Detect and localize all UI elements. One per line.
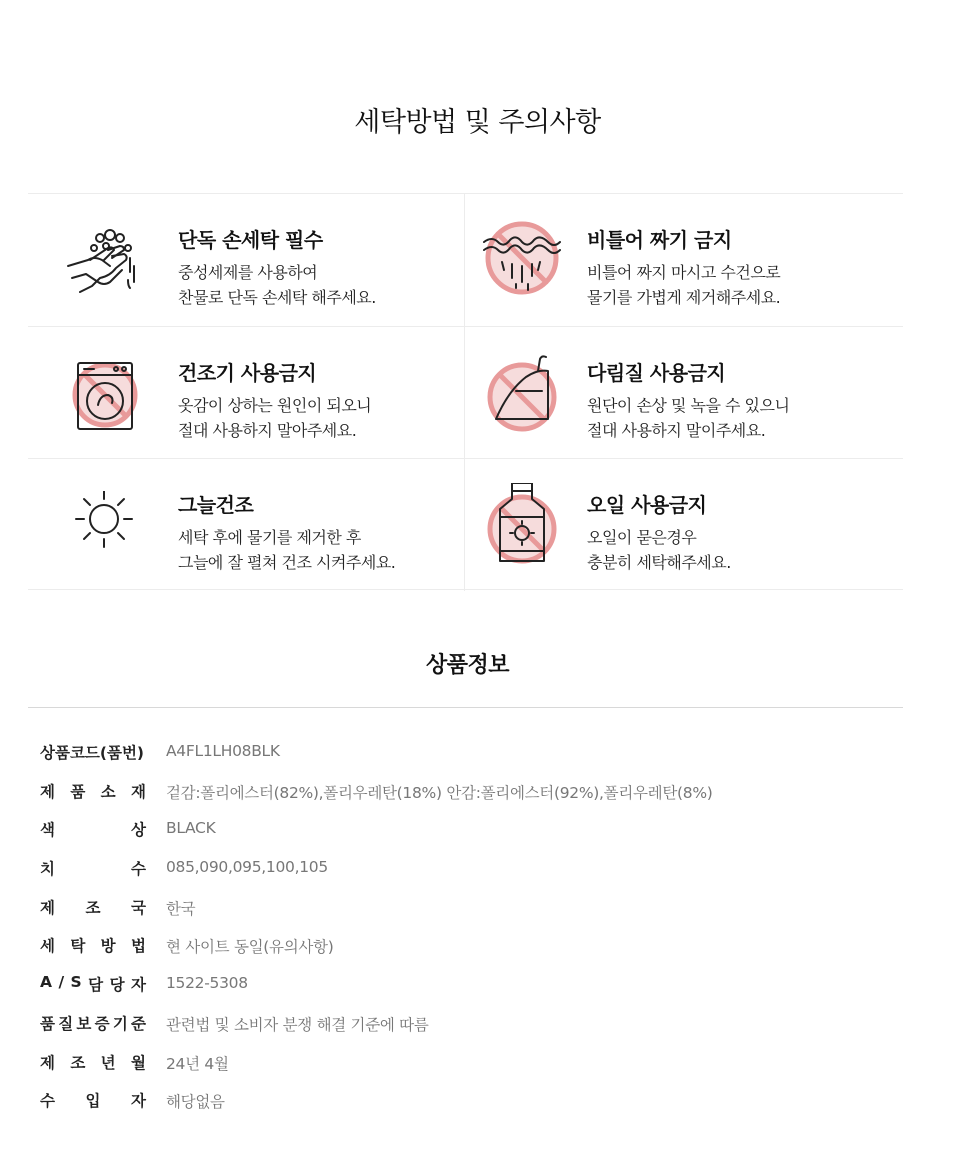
spec-label-char: 제 (40, 1053, 55, 1072)
spec-label-char: 년 (100, 1053, 116, 1072)
care-item-title: 다림질 사용금지 (587, 361, 726, 385)
shade-dry-icon (64, 491, 146, 573)
care-desc-line: 원단이 손상 및 녹을 수 있으니 (587, 396, 790, 415)
hand-wash-icon (64, 226, 146, 308)
care-desc-line: 오일이 묻은경우 (587, 528, 697, 547)
spec-label-char: 색 (40, 821, 55, 840)
care-desc-line: 세탁 후에 물기를 제거한 후 (178, 528, 361, 547)
care-item-description (178, 393, 371, 443)
spec-label-char: 제 (40, 898, 55, 917)
spec-label-char: 방 (100, 937, 116, 956)
spec-label-char: 상 (131, 821, 146, 840)
care-desc-line: 찬물로 단독 손세탁 해주세요. (178, 288, 376, 307)
spec-label-char: / (58, 973, 65, 992)
care-item-description (178, 525, 395, 575)
product-info-title: 상품정보 (425, 653, 509, 678)
spec-value: 관련법 및 소비자 분쟁 해결 기준에 따름 (166, 1015, 429, 1034)
spec-row (40, 810, 900, 849)
spec-label-char: 세 (40, 937, 55, 956)
care-item-title: 그늘건조 (178, 493, 254, 517)
spec-label (40, 934, 146, 956)
spec-label-char: 자 (131, 976, 146, 995)
spec-label-char: 담 (88, 976, 104, 995)
spec-label-char: 소 (100, 782, 116, 801)
spec-row (40, 849, 900, 888)
care-item-description (587, 260, 780, 310)
spec-row (40, 888, 900, 927)
spec-row (40, 1081, 900, 1120)
care-item-hand-wash (28, 194, 465, 326)
spec-value: 085,090,095,100,105 (166, 858, 328, 877)
care-item-no-iron (465, 327, 902, 459)
spec-row (40, 1043, 900, 1082)
care-desc-line: 충분히 세탁해주세요. (587, 553, 731, 572)
spec-label-char: 품 (70, 782, 86, 801)
product-spec-list (40, 733, 900, 1120)
spec-value: A4FL1LH08BLK (166, 742, 280, 760)
spec-row (40, 1004, 900, 1043)
spec-label-char: 준 (131, 1014, 146, 1033)
care-instructions-grid (28, 193, 903, 590)
spec-label-char: 증 (94, 1014, 110, 1033)
spec-label-char: 조 (70, 1053, 86, 1072)
spec-value: 1522-5308 (166, 974, 248, 993)
spec-label (40, 1012, 146, 1034)
spec-label-char: 수 (131, 860, 146, 879)
care-item-no-oil (465, 459, 902, 591)
care-row (28, 458, 903, 590)
spec-value: 현 사이트 동일(유의사항) (166, 938, 334, 957)
care-item-description (178, 260, 376, 310)
care-item-title: 비틀어 짜기 금지 (587, 228, 732, 252)
spec-label-char: 당 (109, 976, 125, 995)
care-item-title: 단독 손세탁 필수 (178, 228, 323, 252)
care-desc-line: 중성세제를 사용하여 (178, 263, 318, 282)
spec-value: BLACK (166, 819, 216, 838)
spec-label (40, 896, 146, 918)
care-desc-line: 절대 사용하지 말이주세요. (587, 421, 766, 440)
care-item-title: 건조기 사용금지 (178, 361, 317, 385)
care-section-title: 세탁방법 및 주의사항 (354, 107, 601, 138)
spec-label (40, 973, 146, 995)
no-dryer-icon (64, 359, 146, 441)
no-oil-icon (482, 483, 564, 565)
spec-label (40, 1051, 146, 1073)
spec-label: 상품코드(품번) (40, 744, 145, 762)
care-row (28, 194, 903, 326)
no-iron-icon (482, 351, 564, 433)
care-row (28, 326, 903, 458)
spec-label-char: 월 (130, 1053, 146, 1072)
spec-label-char: 조 (85, 898, 101, 917)
no-wring-icon (482, 218, 564, 300)
care-desc-line: 비틀어 짜지 마시고 수건으로 (587, 263, 781, 282)
spec-label-char: 자 (131, 1092, 146, 1111)
care-item-description (587, 393, 789, 443)
divider (28, 707, 903, 708)
care-item-description (587, 525, 731, 575)
care-desc-line: 물기를 가볍게 제거해주세요. (587, 288, 781, 307)
spec-label-char: 질 (58, 1014, 74, 1033)
spec-label-char: 품 (40, 1014, 55, 1033)
care-desc-line: 그늘에 잘 펼쳐 건조 시켜주세요. (178, 553, 396, 572)
care-desc-line: 옷감이 상하는 원인이 되오니 (178, 396, 372, 415)
spec-row (40, 926, 900, 965)
care-desc-line: 절대 사용하지 말아주세요. (178, 421, 357, 440)
spec-label-char: 탁 (70, 937, 86, 956)
care-item-no-dryer (28, 327, 465, 459)
spec-label-char: 입 (85, 1092, 101, 1111)
spec-label-char: 기 (112, 1014, 128, 1033)
spec-label-char: 치 (40, 860, 55, 879)
spec-label (40, 780, 146, 802)
spec-label-char: S (70, 973, 82, 992)
care-item-shade-dry (28, 459, 465, 591)
spec-label-char: A (40, 973, 52, 992)
spec-label-char: 국 (131, 898, 146, 917)
spec-value: 해당없음 (166, 1093, 225, 1112)
spec-row (40, 733, 900, 772)
spec-label-char: 제 (40, 782, 55, 801)
spec-value: 한국 (166, 899, 196, 918)
spec-label-char: 법 (130, 937, 146, 956)
care-item-no-wring (465, 194, 902, 326)
care-item-title: 오일 사용금지 (587, 493, 707, 517)
spec-row (40, 772, 900, 811)
spec-value: 24년 4월 (166, 1054, 229, 1073)
spec-label-char: 재 (130, 782, 146, 801)
spec-label (40, 818, 146, 840)
spec-label (40, 1089, 146, 1111)
spec-label-char: 수 (40, 1092, 55, 1111)
spec-label-char: 보 (76, 1014, 92, 1033)
spec-value: 겉감:폴리에스터(82%),폴리우레탄(18%) 안감:폴리에스터(92%),폴리우레탄(8%) (166, 783, 713, 802)
spec-label (40, 857, 146, 879)
spec-row (40, 965, 900, 1004)
